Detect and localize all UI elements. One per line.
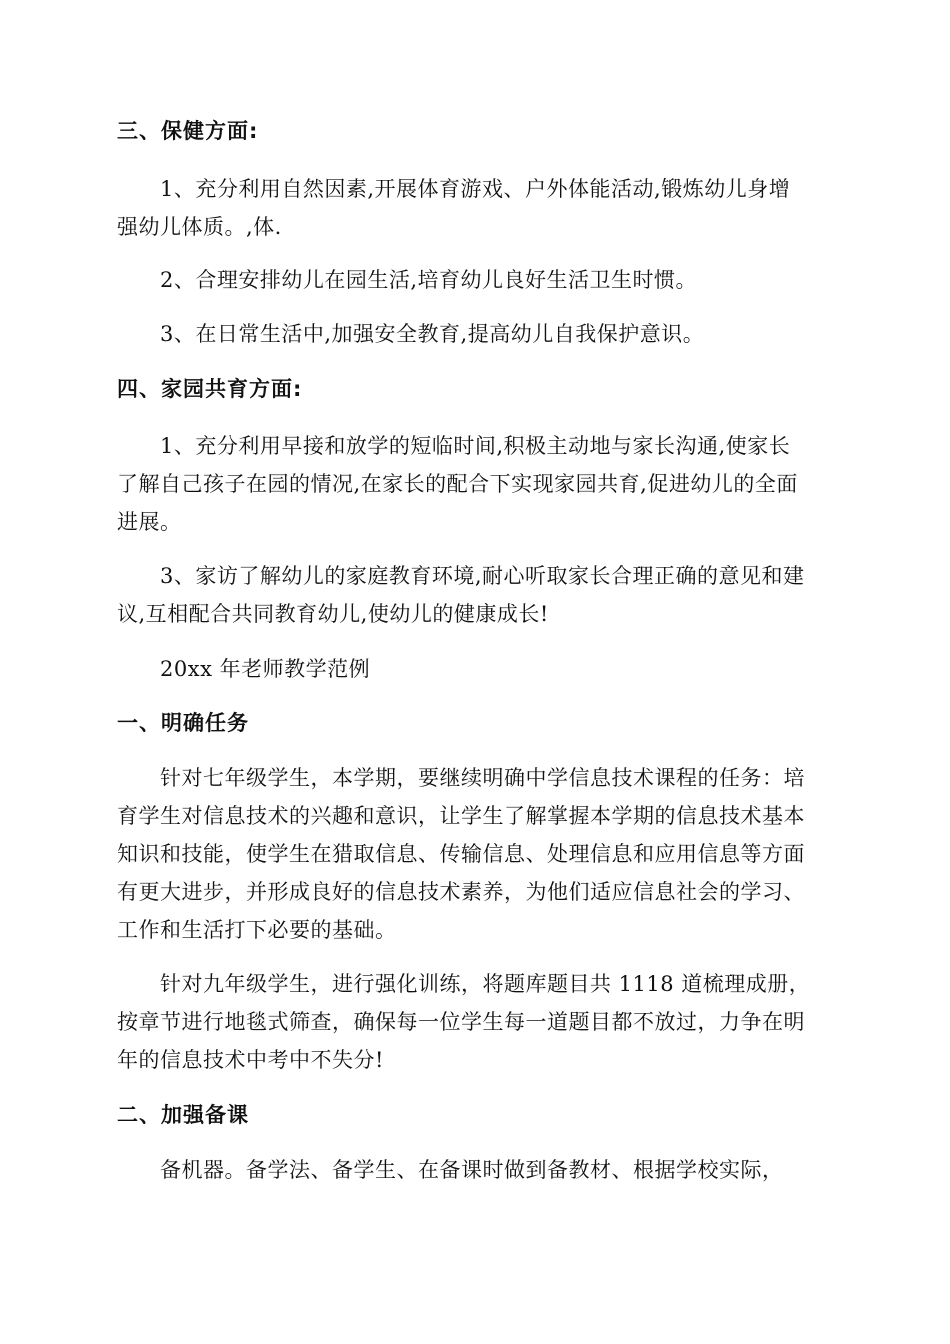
section-heading-clear-tasks: 一、明确任务 — [117, 711, 249, 735]
paragraph-line: 年的信息技术中考中不失分! — [117, 1048, 384, 1072]
paragraph-line: 进展。 — [117, 510, 182, 534]
section-heading-health: 三、保健方面: — [117, 119, 259, 143]
paragraph-line: 2、合理安排幼儿在园生活,培育幼儿良好生活卫生时惯。 — [160, 268, 698, 292]
paragraph-line: 3、在日常生活中,加强安全教育,提高幼儿自我保护意识。 — [160, 322, 705, 346]
section-heading-home-school: 四、家园共育方面: — [117, 377, 303, 401]
section-heading-lesson-prep: 二、加强备课 — [117, 1103, 249, 1127]
paragraph-line: 3、家访了解幼儿的家庭教育环境,耐心听取家长合理正确的意见和建 — [160, 564, 805, 588]
paragraph-line: 知识和技能，使学生在猎取信息、传输信息、处理信息和应用信息等方面 — [117, 842, 805, 866]
paragraph-line: 议,互相配合共同教育幼儿,使幼儿的健康成长! — [117, 602, 549, 626]
paragraph-line: 1、充分利用自然因素,开展体育游戏、户外体能活动,锻炼幼儿身增 — [160, 177, 791, 201]
paragraph-line: 针对七年级学生，本学期，要继续明确中学信息技术课程的任务：培 — [160, 766, 805, 790]
paragraph-line: 针对九年级学生，进行强化训练，将题库题目共 1118 道梳理成册， — [160, 972, 811, 996]
paragraph-line: 强幼儿体质。,体. — [117, 215, 282, 239]
paragraph-line: 有更大进步，并形成良好的信息技术素养，为他们适应信息社会的学习、 — [117, 880, 805, 904]
paragraph-line: 了解自己孩子在园的情况,在家长的配合下实现家园共育,促进幼儿的全面 — [117, 472, 798, 496]
document-subtitle: 20xx 年老师教学范例 — [160, 657, 371, 681]
paragraph-line: 工作和生活打下必要的基础。 — [117, 918, 397, 942]
paragraph-line: 育学生对信息技术的兴趣和意识，让学生了解掌握本学期的信息技术基本 — [117, 804, 805, 828]
paragraph-line: 按章节进行地毯式筛查，确保每一位学生每一道题目都不放过，力争在明 — [117, 1010, 805, 1034]
paragraph-line: 备机器。备学法、备学生、在备课时做到备教材、根据学校实际， — [160, 1158, 784, 1182]
paragraph-line: 1、充分利用早接和放学的短临时间,积极主动地与家长沟通,使家长 — [160, 434, 791, 458]
